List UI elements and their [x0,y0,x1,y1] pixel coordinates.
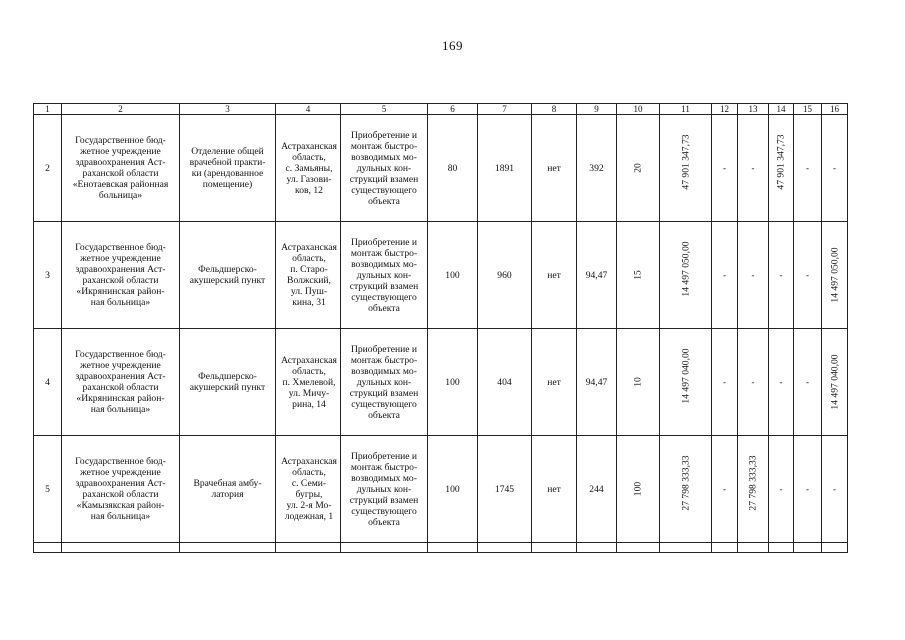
cell-c12 [712,436,738,543]
cell-c12 [712,329,738,436]
c11-vertical-wrap [660,330,711,434]
work-line: существующего [351,505,417,517]
org-line: «Камызякская район- [76,500,165,511]
empty-cell [62,543,180,553]
c9-value: 94,47 [585,376,608,388]
address-line: Астраханская [281,140,337,152]
org-line: раханской области [82,275,159,286]
org-line: жетное учреждение [80,253,161,264]
empty-cell [532,543,577,553]
cell-c13 [738,115,769,222]
address-line: Астраханская [281,242,337,253]
c10-value: 20 [632,163,644,173]
c10-vertical-wrap [617,223,659,327]
address-line: ул. Пуш- [290,286,328,297]
cell-c11 [660,329,712,436]
header-cell: 2 [62,104,180,115]
address-line: бугры, [295,489,323,500]
org-line: здравоохранения Аст- [75,264,166,275]
object-line: Отделение общей [191,146,264,157]
c10-vertical-wrap [617,116,659,220]
cell-c13 [738,329,769,436]
c15-value: - [806,162,809,173]
c13-value: - [751,162,755,173]
work-line: возводимых мо- [351,365,417,377]
org-line: здравоохранения Аст- [75,157,166,168]
work-line: монтаж быстро- [350,461,418,473]
c16-value: - [833,162,836,173]
org-line: «Икрянинская район- [76,393,165,404]
address-line: п. Старо- [290,264,328,275]
cell-c16 [822,436,848,543]
c7-value: 404 [497,376,512,388]
work-line: монтаж быстро- [350,140,418,152]
work-lines [341,237,427,314]
header-cell: 4 [276,104,341,115]
c13-value: 27 798 333,33 [747,455,759,511]
cell-c12 [712,222,738,329]
work-line: Приобретение и [350,236,418,248]
c12-value: - [723,269,726,280]
work-line: дульных кон- [356,269,412,281]
empty-cell [34,543,62,553]
header-cell: 11 [660,104,712,115]
object-line: Фельдшерско- [198,264,257,275]
work-line: объекта [368,195,400,207]
c8-value: нет [547,162,561,174]
cell-c15 [794,222,822,329]
cell-object [180,222,276,329]
cell-c16 [822,329,848,436]
cell-c13 [738,222,769,329]
header-cell: 14 [769,104,794,115]
cell-c9 [577,436,617,543]
object-line: помещение) [202,179,253,190]
cell-address [276,222,341,329]
c9-value: 392 [589,162,604,174]
address-line: ул. Мичу- [288,387,330,399]
work-lines [341,130,427,207]
c7-value: 1891 [494,162,515,174]
org-line: больница» [98,190,143,201]
c14-value: - [779,376,783,387]
cell-work [341,115,428,222]
empty-cell [794,543,822,553]
address-line: кина, 31 [292,297,326,308]
c16-vertical-wrap [822,330,847,434]
cell-c7 [478,222,532,329]
cell-org [62,436,180,543]
cell-org [62,329,180,436]
header-cell: 7 [478,104,532,115]
cell-c10 [617,436,660,543]
cell-c7 [478,329,532,436]
table-row [34,115,848,222]
header-cell: 9 [577,104,617,115]
work-line: струкций взамен [349,387,419,399]
work-line: Приобретение и [350,129,418,141]
header-cell: 3 [180,104,276,115]
cell-c15 [794,329,822,436]
c8-value: нет [547,376,561,388]
cell-c15 [794,115,822,222]
org-line: ная больница» [90,297,151,308]
cell-c9 [577,115,617,222]
empty-cell [180,543,276,553]
c9-value: 244 [589,483,604,495]
c6-value: 100 [445,483,460,495]
empty-cell [660,543,712,553]
work-line: дульных кон- [356,483,412,495]
work-line: монтаж быстро- [350,354,418,366]
object-line: латория [211,489,244,500]
org-line: «Икрянинская район- [76,286,165,297]
cell-work [341,329,428,436]
c11-value: 27 798 333,33 [680,455,691,511]
c8-value: нет [547,483,561,495]
cell-c6 [428,436,478,543]
object-lines [180,264,275,286]
org-lines [62,456,179,522]
continuation-row [34,543,848,553]
header-cell: 5 [341,104,428,115]
cell-c6 [428,222,478,329]
cell-org [62,222,180,329]
org-line: жетное учреждение [80,146,161,157]
c11-vertical-wrap [660,223,711,327]
c15-value: - [806,376,809,387]
c7-value: 960 [497,269,512,281]
cell-c6 [428,115,478,222]
work-lines [341,451,427,528]
object-line: Фельдшерско- [198,371,257,382]
work-line: существующего [351,184,417,196]
c11-value: 47 901 347,73 [680,134,691,190]
cell-c14 [769,329,794,436]
budget-table [33,103,848,553]
cell-c11 [660,115,712,222]
c11-value: 14 497 040,00 [680,348,691,404]
org-lines [62,242,179,308]
org-line: раханской области [82,168,159,179]
cell-c14 [769,222,794,329]
cell-c8 [532,115,577,222]
page-number: 169 [442,38,463,53]
empty-cell [478,543,532,553]
org-line: раханской области [82,489,159,500]
cell-c16 [822,222,848,329]
cell-address [276,436,341,543]
cell-c15 [794,436,822,543]
header-cell: 15 [794,104,822,115]
work-line: струкций взамен [349,280,419,292]
work-line: существующего [351,291,417,303]
c14-value: - [779,269,783,280]
object-line: акушерский пункт [189,275,266,286]
address-line: Астраханская [281,354,337,366]
cell-num: 5 [34,436,62,543]
object-lines [180,146,275,190]
empty-cell [428,543,478,553]
cell-org [62,115,180,222]
org-line: Государственное бюд- [75,242,166,253]
address-line: область, [292,253,326,264]
c6-value: 100 [445,376,460,388]
cell-num: 3 [34,222,62,329]
address-line: область, [292,365,326,377]
work-line: Приобретение и [350,343,418,355]
cell-object [180,115,276,222]
object-lines [180,371,275,393]
cell-object [180,329,276,436]
work-line: объекта [368,302,400,314]
address-lines [278,141,340,196]
c16-value: 14 497 050,00 [829,247,840,303]
c9-value: 94,47 [585,269,608,281]
table-row [34,329,848,436]
c16-value: - [833,483,836,494]
c10-value: 100 [632,481,644,497]
org-line: Государственное бюд- [75,349,166,360]
empty-cell [341,543,428,553]
table-row [34,436,848,543]
cell-c12 [712,115,738,222]
table-row [34,222,848,329]
cell-c10 [617,329,660,436]
cell-c6 [428,329,478,436]
cell-work [341,222,428,329]
cell-c11 [660,222,712,329]
c11-value: 14 497 050,00 [680,241,691,297]
cell-num: 4 [34,329,62,436]
address-line: рина, 14 [292,398,326,410]
work-line: монтаж быстро- [350,247,418,259]
work-line: существующего [351,398,417,410]
object-line: ки (арендованное [191,168,264,179]
empty-cell [617,543,660,553]
cell-object [180,436,276,543]
address-lines [278,242,340,308]
c11-vertical-wrap [660,437,711,541]
c10-vertical-wrap [617,330,659,434]
c12-value: - [723,376,726,387]
org-line: жетное учреждение [80,360,161,371]
address-lines [278,456,340,522]
work-lines [341,344,427,421]
object-line: акушерский пункт [189,382,266,393]
org-line: ная больница» [90,404,151,415]
work-line: струкций взамен [349,173,419,185]
cell-c14 [769,115,794,222]
cell-c11 [660,436,712,543]
c10-value: 10 [632,377,644,387]
c12-value: - [723,162,726,173]
object-line: Врачебная амбу- [193,478,262,489]
cell-c10 [617,115,660,222]
c12-value: - [723,483,726,494]
empty-cell [769,543,794,553]
header-cell: 1 [34,104,62,115]
c15-value: - [806,483,809,494]
cell-c8 [532,222,577,329]
address-line: ков, 12 [295,184,323,196]
org-line: «Енотаевская районная [72,179,169,190]
c8-value: нет [547,269,561,281]
address-line: с. Семи- [291,478,327,489]
address-line: лодежная, 1 [284,511,334,522]
org-line: жетное учреждение [80,467,161,478]
empty-cell [822,543,848,553]
object-lines [180,478,275,500]
cell-c13 [738,436,769,543]
empty-cell [738,543,769,553]
header-cell: 13 [738,104,769,115]
header-cell: 16 [822,104,848,115]
work-line: возводимых мо- [351,258,417,270]
header-cell: 12 [712,104,738,115]
cell-work [341,436,428,543]
header-cell: 6 [428,104,478,115]
org-line: здравоохранения Аст- [75,371,166,382]
c7-value: 1745 [494,483,515,495]
c13-vertical-wrap [738,437,768,541]
c6-value: 80 [447,162,458,174]
org-lines [62,349,179,415]
c6-value: 100 [445,269,460,281]
address-line: Волжский, [287,275,331,286]
empty-cell [712,543,738,553]
header-cell: 10 [617,104,660,115]
work-line: дульных кон- [356,162,412,174]
work-line: объекта [368,409,400,421]
work-line: дульных кон- [356,376,412,388]
address-line: ул. Газови- [286,173,332,185]
address-line: область, [292,151,326,163]
c16-vertical-wrap [822,223,847,327]
cell-num: 2 [34,115,62,222]
c14-value: - [779,483,783,494]
work-line: возводимых мо- [351,472,417,484]
c13-value: - [751,376,755,387]
header-cell: 8 [532,104,577,115]
address-line: ул. 2-я Мо- [286,500,332,511]
org-line: Государственное бюд- [75,135,166,146]
c15-value: - [806,269,809,280]
c16-value: 14 497 040,00 [829,354,840,410]
org-line: Государственное бюд- [75,456,166,467]
empty-cell [577,543,617,553]
cell-c10 [617,222,660,329]
cell-c16 [822,115,848,222]
address-lines [278,355,340,410]
address-line: п. Хмелевой, [282,376,336,388]
work-line: возводимых мо- [351,151,417,163]
cell-c9 [577,329,617,436]
cell-c14 [769,436,794,543]
cell-address [276,115,341,222]
address-line: Астраханская [281,456,337,467]
cell-c7 [478,436,532,543]
cell-address [276,329,341,436]
cell-c7 [478,115,532,222]
org-line: здравоохранения Аст- [75,478,166,489]
c13-value: - [751,269,755,280]
org-lines [62,135,179,201]
org-line: раханской области [82,382,159,393]
c11-vertical-wrap [660,116,711,220]
address-line: с. Замьяны, [285,162,333,174]
work-line: струкций взамен [349,494,419,506]
cell-c8 [532,436,577,543]
work-line: объекта [368,516,400,528]
cell-c9 [577,222,617,329]
org-line: ная больница» [90,511,151,522]
cell-c8 [532,329,577,436]
c10-value: 15 [632,270,644,280]
c14-vertical-wrap [769,116,793,220]
empty-cell [276,543,341,553]
address-line: область, [292,467,326,478]
work-line: Приобретение и [350,450,418,462]
c14-value: 47 901 347,73 [775,134,787,190]
header-row [34,104,848,115]
object-line: врачебной практи- [189,157,266,168]
c10-vertical-wrap [617,437,659,541]
